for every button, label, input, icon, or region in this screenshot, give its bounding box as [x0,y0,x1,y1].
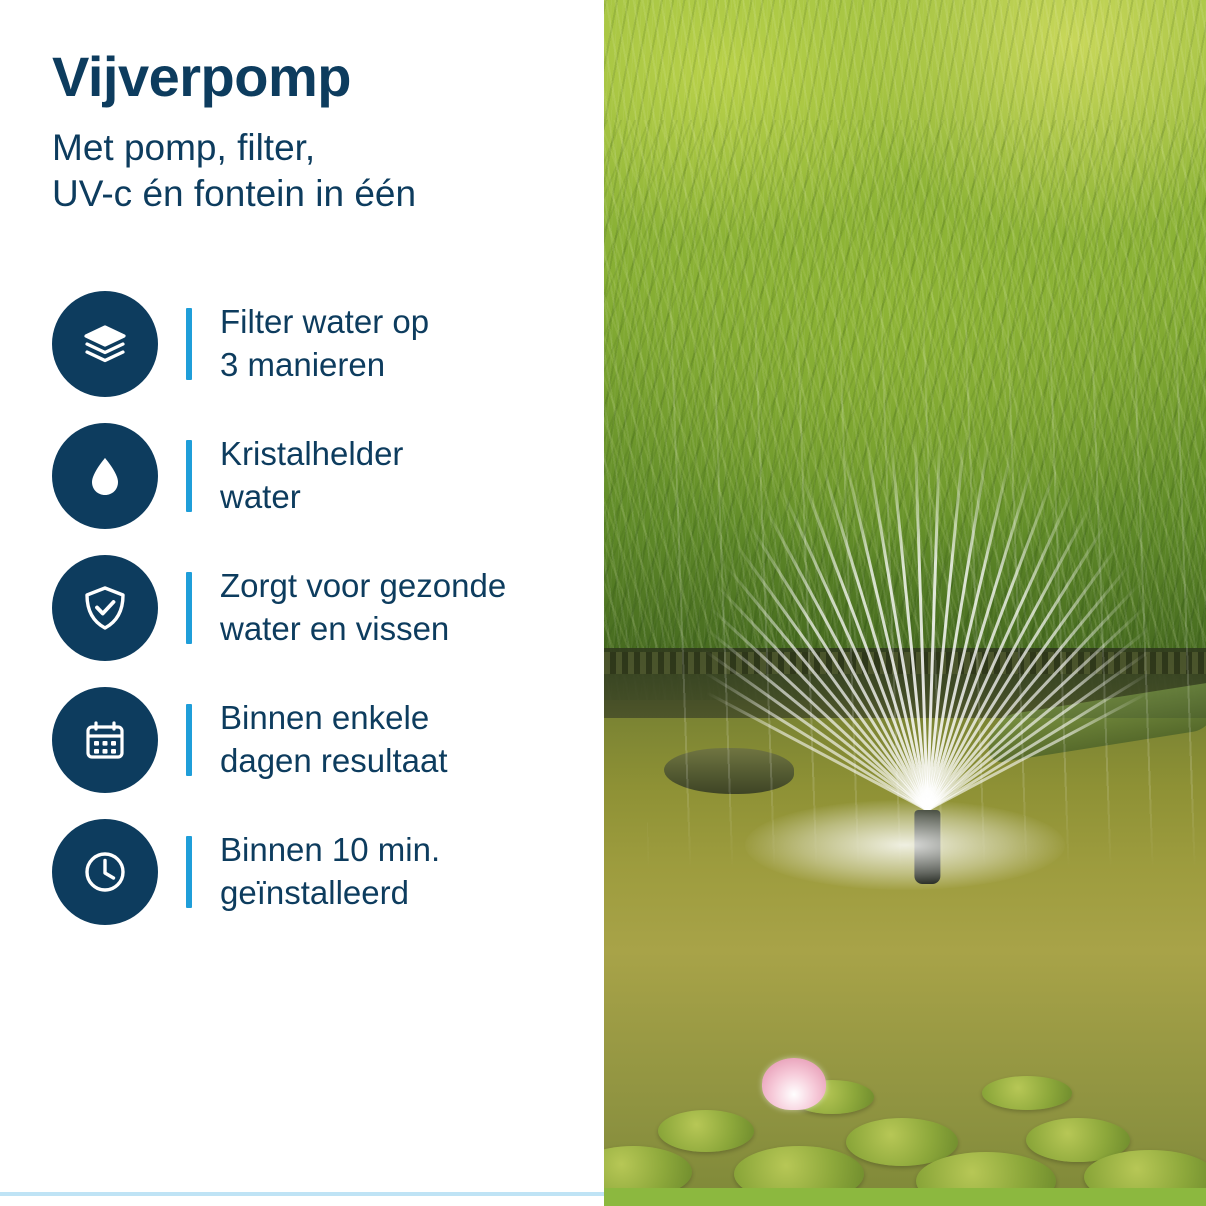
feature-icon-badge [52,687,158,793]
shield-check-icon [76,579,134,637]
lily-pads [604,1016,1206,1206]
feature-icon-badge [52,819,158,925]
feature-divider [186,572,192,644]
lily-pad [658,1110,754,1152]
feature-icon-badge [52,423,158,529]
footer-strip-light [0,1192,604,1206]
subtitle-line-2: UV-c én fontein in één [52,173,417,215]
feature-label-line-2: water [220,478,301,516]
feature-label-line-1: Binnen enkele [220,699,430,737]
feature-label-line-2: 3 manieren [220,346,386,384]
feature-label-line-2: water en vissen [220,610,450,648]
water-splash [745,800,1065,890]
feature-item-installed-in-10-minutes [52,819,564,925]
feature-item-healthy-water-and-fish [52,555,564,661]
footer-strip-green [604,1188,1206,1206]
feature-label-line-1: Zorgt voor gezonde [220,567,507,605]
clock-icon [76,843,134,901]
page-title: Vijverpomp [52,45,351,108]
calendar-icon [77,712,133,768]
feature-item-filter-water [52,291,564,397]
water-lily-flower [762,1058,826,1110]
page-subtitle [52,125,564,218]
feature-label-line-2: geïnstalleerd [220,874,409,912]
feature-icon-badge [52,555,158,661]
feature-label [220,697,448,783]
feature-icon-badge [52,291,158,397]
feature-label-line-1: Binnen 10 min. [220,831,441,869]
feature-divider [186,440,192,512]
lily-pad [982,1076,1072,1110]
feature-label [220,433,403,519]
feature-list [52,291,564,925]
feature-item-results-in-days [52,687,564,793]
feature-item-crystal-clear-water [52,423,564,529]
water-fountain [647,250,1206,870]
feature-label-line-2: dagen resultaat [220,742,448,780]
feature-label [220,829,440,915]
feature-label [220,301,429,387]
feature-label [220,565,506,651]
feature-divider [186,704,192,776]
feature-label-line-1: Filter water op [220,303,430,341]
feature-divider [186,308,192,380]
pond-fountain-photo [604,0,1206,1206]
subtitle-line-1: Met pomp, filter, [52,126,316,168]
layers-icon [77,316,133,372]
feature-divider [186,836,192,908]
feature-label-line-1: Kristalhelder [220,435,404,473]
product-photo [604,0,1206,1206]
water-drop-icon [77,448,133,504]
